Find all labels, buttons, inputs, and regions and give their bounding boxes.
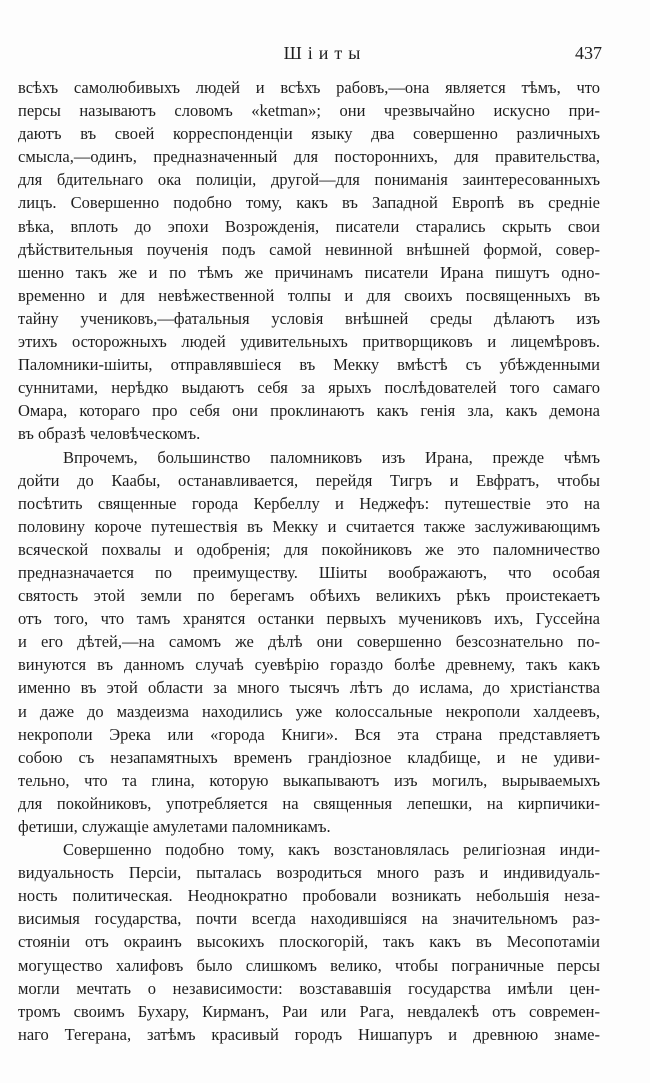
text-line: именно въ этой области за много тысячъ лѣтъ до ислама, до христіанства [18,678,600,698]
text-line: суннитами, нерѣдко выдаютъ себя за ярыхъ послѣдователей того самаго [18,378,600,398]
text-line: могущество халифовъ было слишкомъ велико, чтобы пограничные персы [18,955,600,975]
page-body-text [18,76,600,1046]
text-line: тромъ своимъ Бухару, Кирманъ, Раи или Рага, невдалекѣ отъ современ- [18,1001,600,1021]
text-line: тайну учениковъ,—фатальныя условія внѣшней среды дѣлаютъ изъ [18,308,600,328]
text-line: тельно, что та глина, которую выкапываютъ изъ могилъ, вырываемыхъ [18,770,600,790]
text-line: висимыя государства, почти всегда находившіяся на значительномъ раз- [18,909,600,929]
text-line: фетиши, служащіе амулетами паломникамъ. [18,817,331,836]
text-line: всѣхъ самолюбивыхъ людей и всѣхъ рабовъ,—она является тѣмъ, что [18,78,600,97]
text-line: вѣка, вплоть до эпохи Возрожденія, писатели старались скрыть свои [18,216,600,236]
text-line: стояніи отъ окраинъ высокихъ плоскогорій, такъ какъ въ Месопотаміи [18,932,600,952]
text-line: и даже до маздеизма находились уже колоссальные некрополи халдеевъ, [18,701,600,721]
text-line: Совершенно подобно тому, какъ возстановлялась религіозная инди- [63,840,600,860]
running-header-title: Шіиты [283,43,367,63]
text-line: половину короче путешествія въ Мекку и считается также заслуживающимъ [18,516,600,536]
text-line: шенно такъ же и по тѣмъ же причинамъ писатели Ирана пишутъ одно- [18,262,600,282]
text-line: некрополи Эрека или «города Книги». Вся эта страна представляетъ [18,724,600,744]
text-line: видуальность Персіи, пыталась возродиться много разъ и индивидуаль- [18,863,600,883]
text-line: лицъ. Совершенно подобно тому, какъ въ Западной Европѣ въ средніе [18,193,600,213]
text-line: персы называютъ словомъ «ketman»; они чрезвычайно искусно при- [18,101,600,121]
text-line: предназначается по преимуществу. Шіиты воображаютъ, что особая [18,562,600,582]
text-line: Омара, котораго про себя они проклинаютъ какъ генія зла, какъ демона [18,401,600,421]
text-line: дѣйствительныя поученія подъ самой невинной внѣшней формой, совер- [18,239,600,259]
text-line: Паломники-шіиты, отправлявшіеся въ Мекку вмѣстѣ съ убѣжденными [18,355,600,375]
text-line: даютъ въ своей корреспонденціи языку два совершенно различныхъ [18,124,600,144]
text-line: смысла,—одинъ, предназначенный для постороннихъ, для правительства, [18,147,600,167]
text-line: этихъ осторожныхъ людей удивительныхъ притворщиковъ и лицемѣровъ. [18,332,600,352]
text-line: могли мечтать о независимости: возстававшія государства имѣли цен- [18,978,600,998]
page-number: 437 [575,43,602,63]
text-line: отъ того, что тамъ хранятся останки первыхъ мучениковъ ихъ, Гуссейна [18,609,600,629]
text-line: Впрочемъ, большинство паломниковъ изъ Ирана, прежде чѣмъ [63,447,600,467]
text-line: наго Тегерана, затѣмъ красивый городъ Нишапуръ и древнюю знаме- [18,1024,600,1044]
text-line: въ образѣ человѣческомъ. [18,424,201,444]
text-line: ность политическая. Неоднократно пробовали возникать небольшія неза- [18,886,600,906]
text-line: святость этой земли по берегамъ обѣихъ великихъ рѣкъ проистекаетъ [18,586,600,606]
text-line: для бдительнаго ока полиціи, другой—для пониманія заинтересованныхъ [18,170,600,190]
text-line: и его дѣтей,—на самомъ же дѣлѣ они совершенно безсознательно по- [18,632,600,652]
text-line: собою съ незапамятныхъ временъ грандіозное кладбище, и не удиви- [18,747,600,767]
text-line: винуются въ данномъ случаѣ суевѣрію гораздо болѣе древнему, такъ какъ [18,655,600,675]
text-line: для покойниковъ, употребляется на священныя лепешки, на кирпичики- [18,793,600,813]
text-line: временно и для невѣжественной толпы и для своихъ посвященныхъ въ [18,285,600,305]
text-line: всяческой похвалы и одобренія; для покойниковъ же это паломничество [18,539,600,559]
text-line: посѣтить священные города Кербеллу и Неджефъ: путешествіе это на [18,493,600,513]
text-line: дойти до Каабы, останавливается, перейдя Тигръ и Евфратъ, чтобы [18,470,600,490]
